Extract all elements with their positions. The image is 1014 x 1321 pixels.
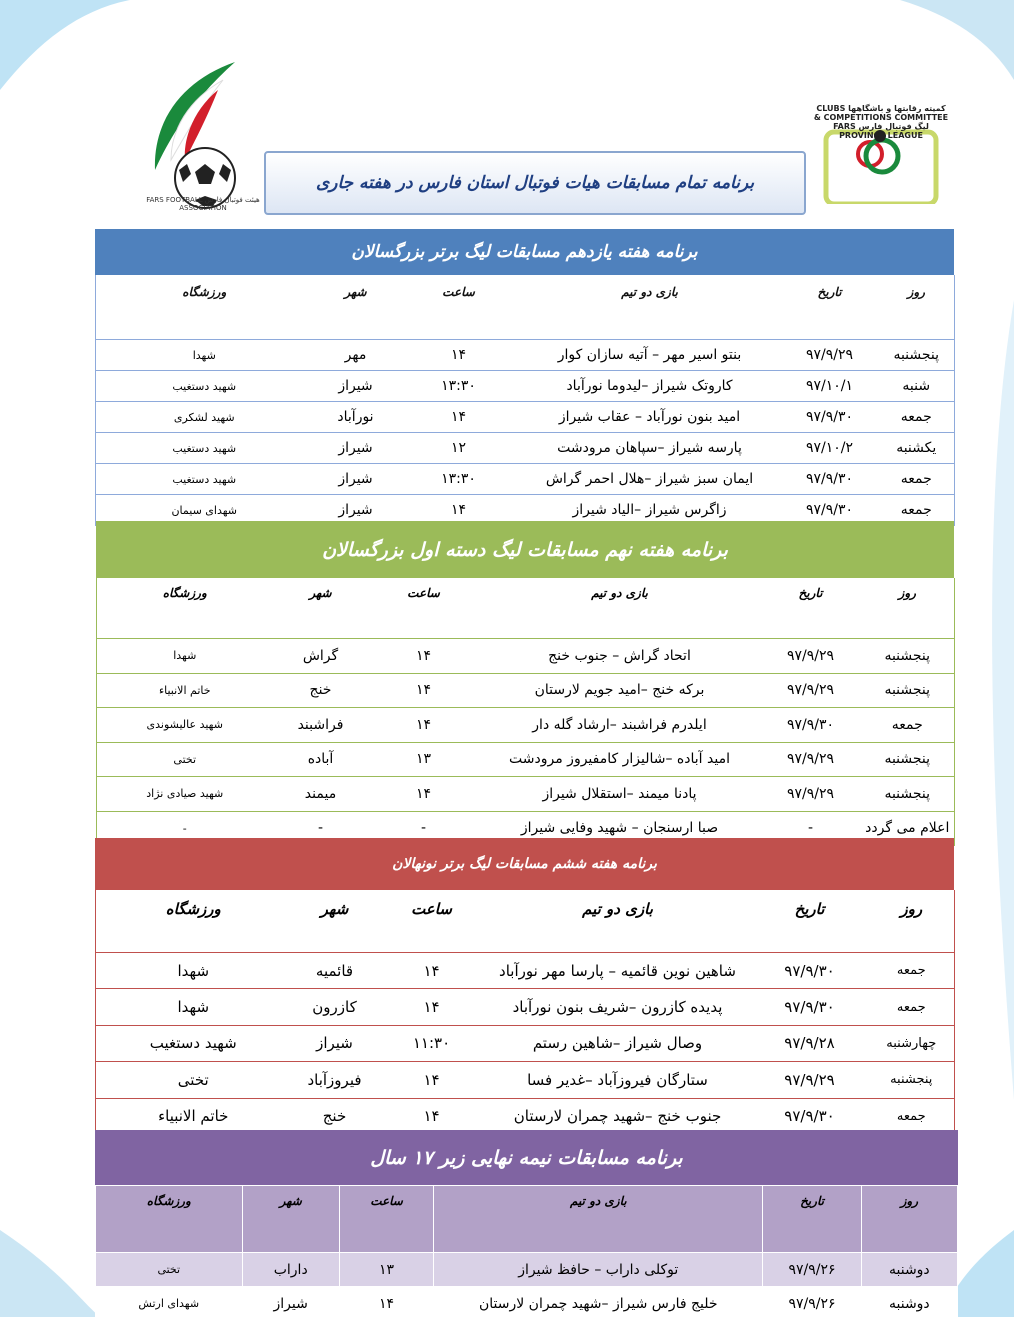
col-city: شهر — [313, 275, 399, 340]
col-date: تاریخ — [781, 275, 879, 340]
cell-city: شیراز — [313, 495, 399, 526]
cell-venue: شهید دستغیب — [96, 464, 313, 495]
cell-date: ۹۷/۹/۲۶ — [763, 1287, 861, 1321]
cell-day: اعلام می گردد — [861, 811, 955, 846]
cell-city: شیراز — [242, 1287, 339, 1321]
cell-day: جمعه — [869, 989, 955, 1025]
cell-venue: - — [97, 811, 273, 846]
table-row — [96, 464, 955, 495]
section-title: برنامه هفته ششم مسابقات لیگ برتر نونهالان — [95, 838, 954, 890]
col-day: روز — [861, 1186, 957, 1253]
col-match: بازی دو تیم — [434, 1186, 763, 1253]
table-row — [96, 1062, 955, 1098]
cell-time: - — [369, 811, 479, 846]
table-header-row — [96, 890, 955, 953]
cell-match: وصال شیراز –شاهین رستم — [485, 1025, 751, 1061]
cell-venue: شهید عالیشوندی — [97, 708, 273, 743]
col-match: بازی دو تیم — [519, 275, 781, 340]
cell-time: ۱۴ — [339, 1287, 433, 1321]
cell-match: ایلدرم فراشبند –ارشاد گله دار — [479, 708, 761, 743]
premier-league-adults-section — [95, 229, 954, 526]
cell-date: ۹۷/۹/۲۹ — [761, 639, 861, 674]
col-date: تاریخ — [763, 1186, 861, 1253]
cell-date: ۹۷/۹/۳۰ — [781, 402, 879, 433]
cell-time: ۱۴ — [399, 495, 519, 526]
cell-date: ۹۷/۹/۲۹ — [761, 742, 861, 777]
cell-match: شاهین نوین قائمیه – پارسا مهر نورآباد — [485, 953, 751, 989]
cell-day: یکشنبه — [879, 433, 955, 464]
section-title: برنامه مسابقات نیمه نهایی زیر ۱۷ سال — [95, 1130, 958, 1185]
cell-match: خلیج فارس شیراز –شهید چمران لارستان — [434, 1287, 763, 1321]
cell-city: شیراز — [313, 464, 399, 495]
col-venue: ورزشگاه — [96, 890, 291, 953]
cell-venue: شهدا — [96, 340, 313, 371]
cell-time: ۱۳:۳۰ — [399, 371, 519, 402]
cell-city: فراشبند — [273, 708, 369, 743]
cell-time: ۱۴ — [379, 953, 485, 989]
cell-day: دوشنبه — [861, 1287, 957, 1321]
cell-match: بنتو اسیر مهر – آتیه سازان کوار — [519, 340, 781, 371]
schedule-table — [96, 578, 955, 846]
cell-match: پارسه شیراز –سپاهان مرودشت — [519, 433, 781, 464]
cell-venue: شهدای سیمان — [96, 495, 313, 526]
page-title: برنامه تمام مسابقات هیات فوتبال استان فارس در هفته جاری — [315, 173, 755, 193]
cell-match: برکه خنج –امید جویم لارستان — [479, 673, 761, 708]
cell-day: جمعه — [879, 495, 955, 526]
cell-match: جنوب خنج –شهید چمران لارستان — [485, 1098, 751, 1134]
cell-city: شیراز — [313, 371, 399, 402]
col-match: بازی دو تیم — [479, 578, 761, 639]
col-time: ساعت — [339, 1186, 433, 1253]
table-row — [97, 639, 955, 674]
table-row — [96, 1098, 955, 1134]
col-day: روز — [861, 578, 955, 639]
table-header-row — [97, 578, 955, 639]
cell-venue: شهید لشکری — [96, 402, 313, 433]
cell-date: ۹۷/۹/۲۹ — [761, 777, 861, 812]
cell-time: ۱۴ — [379, 1062, 485, 1098]
cell-time: ۱۴ — [399, 402, 519, 433]
table-row — [96, 953, 955, 989]
cell-venue: خاتم الانبیاء — [96, 1098, 291, 1134]
cell-city: کازرون — [291, 989, 379, 1025]
section-title: برنامه هفته نهم مسابقات لیگ دسته اول بزرگسالان — [96, 521, 954, 578]
cell-city: مهر — [313, 340, 399, 371]
cell-time: ۱۴ — [379, 989, 485, 1025]
table-header-row — [96, 1186, 958, 1253]
col-date: تاریخ — [761, 578, 861, 639]
cell-date: ۹۷/۹/۳۰ — [751, 989, 869, 1025]
competitions-committee-logo — [812, 104, 950, 222]
cell-date: ۹۷/۹/۳۰ — [751, 1098, 869, 1134]
cell-city: نورآباد — [313, 402, 399, 433]
cell-venue: شهدا — [96, 989, 291, 1025]
cell-city: - — [273, 811, 369, 846]
table-row — [96, 1253, 958, 1287]
cell-match: کاروتک شیراز –لیدوما نورآباد — [519, 371, 781, 402]
cell-date: - — [761, 811, 861, 846]
premier-league-juniors-section — [95, 838, 954, 1135]
cell-venue: شهید صیادی نژاد — [97, 777, 273, 812]
cell-match: زاگرس شیراز –الیاد شیراز — [519, 495, 781, 526]
cell-match: صبا ارسنجان – شهید وفایی شیراز — [479, 811, 761, 846]
cell-date: ۹۷/۹/۳۰ — [781, 495, 879, 526]
cell-city: شیراز — [291, 1025, 379, 1061]
table-row — [96, 340, 955, 371]
col-venue: ورزشگاه — [96, 275, 313, 340]
section-title: برنامه هفته یازدهم مسابقات لیگ برتر بزرگسالان — [95, 229, 954, 275]
cell-date: ۹۷/۹/۲۸ — [751, 1025, 869, 1061]
cell-venue: خاتم الانبیاء — [97, 673, 273, 708]
cell-day: جمعه — [879, 464, 955, 495]
cell-match: ستارگان فیروزآباد –غدیر فسا — [485, 1062, 751, 1098]
cell-city: فیروزآباد — [291, 1062, 379, 1098]
col-match: بازی دو تیم — [485, 890, 751, 953]
cell-date: ۹۷/۹/۳۰ — [781, 464, 879, 495]
cell-match: امید بنون نورآباد – عقاب شیراز — [519, 402, 781, 433]
cell-venue: شهید دستغیب — [96, 1025, 291, 1061]
cell-day: جمعه — [869, 1098, 955, 1134]
cell-day: جمعه — [861, 708, 955, 743]
page-title-banner — [264, 151, 806, 215]
cell-city: گراش — [273, 639, 369, 674]
schedule-table — [95, 275, 955, 526]
col-time: ساعت — [369, 578, 479, 639]
cell-day: پنجشنبه — [861, 639, 955, 674]
col-city: شهر — [273, 578, 369, 639]
cell-city: آباده — [273, 742, 369, 777]
cell-venue: شهدا — [97, 639, 273, 674]
table-row — [96, 402, 955, 433]
cell-time: ۱۳:۳۰ — [399, 464, 519, 495]
cell-time: ۱۴ — [369, 708, 479, 743]
cell-day: پنجشنبه — [861, 742, 955, 777]
cell-match: پادنا میمند –استقلال شیراز — [479, 777, 761, 812]
cell-time: ۱۳ — [369, 742, 479, 777]
cell-day: شنبه — [879, 371, 955, 402]
first-division-adults-section — [96, 521, 954, 846]
cell-time: ۱۴ — [399, 340, 519, 371]
cell-time: ۱۳ — [339, 1253, 433, 1287]
cell-time: ۱۴ — [379, 1098, 485, 1134]
table-row — [96, 989, 955, 1025]
cell-time: ۱۴ — [369, 673, 479, 708]
cell-city: خنج — [291, 1098, 379, 1134]
cell-date: ۹۷/۹/۲۹ — [761, 673, 861, 708]
table-row — [96, 433, 955, 464]
cell-match: پدیده کازرون –شریف بنون نورآباد — [485, 989, 751, 1025]
cell-day: پنجشنبه — [869, 1062, 955, 1098]
table-row — [97, 708, 955, 743]
cell-venue: شهید دستغیب — [96, 433, 313, 464]
schedule-table — [95, 1185, 958, 1321]
table-header-row — [96, 275, 955, 340]
logo-right-caption: کمیته رقابتها و باشگاهها CLUBS & COMPETITIONS COMMITTEE لیگ فوتبال فارس FARS PROVINCE LEAGUE — [813, 104, 949, 140]
col-date: تاریخ — [751, 890, 869, 953]
cell-match: امید آباده –شالیزار کامفیروز مرودشت — [479, 742, 761, 777]
cell-match: اتحاد گراش – جنوب خنج — [479, 639, 761, 674]
cell-city: شیراز — [313, 433, 399, 464]
col-time: ساعت — [399, 275, 519, 340]
cell-time: ۱۴ — [369, 777, 479, 812]
schedule-table — [95, 890, 955, 1135]
cell-venue: شهید دستغیب — [96, 371, 313, 402]
under-17-semifinal-section — [95, 1130, 958, 1321]
logo-left-caption: هیئت فوتبال فارس FARS FOOTBALL ASSOCIATION — [146, 196, 260, 212]
cell-match: توکلی داراب – حافظ شیراز — [434, 1253, 763, 1287]
table-row — [97, 742, 955, 777]
cell-day: دوشنبه — [861, 1253, 957, 1287]
col-venue: ورزشگاه — [97, 578, 273, 639]
cell-date: ۹۷/۹/۳۰ — [761, 708, 861, 743]
col-day: روز — [879, 275, 955, 340]
cell-match: ایمان سبز شیراز –هلال احمر گراش — [519, 464, 781, 495]
cell-city: میمند — [273, 777, 369, 812]
cell-day: جمعه — [879, 402, 955, 433]
cell-venue: تختی — [97, 742, 273, 777]
cell-city: داراب — [242, 1253, 339, 1287]
col-venue: ورزشگاه — [96, 1186, 243, 1253]
table-row — [97, 777, 955, 812]
cell-venue: تختی — [96, 1253, 243, 1287]
cell-day: پنجشنبه — [879, 340, 955, 371]
cell-date: ۹۷/۱۰/۲ — [781, 433, 879, 464]
table-row — [96, 1287, 958, 1321]
cell-venue: شهدا — [96, 953, 291, 989]
cell-time: ۱۱:۳۰ — [379, 1025, 485, 1061]
cell-day: پنجشنبه — [861, 673, 955, 708]
cell-day: چهارشنبه — [869, 1025, 955, 1061]
cell-venue: شهدای ارتش — [96, 1287, 243, 1321]
cell-city: خنج — [273, 673, 369, 708]
col-day: روز — [869, 890, 955, 953]
cell-time: ۱۴ — [369, 639, 479, 674]
cell-date: ۹۷/۹/۲۶ — [763, 1253, 861, 1287]
col-city: شهر — [291, 890, 379, 953]
cell-day: پنجشنبه — [861, 777, 955, 812]
cell-city: قائمیه — [291, 953, 379, 989]
cell-date: ۹۷/۹/۲۹ — [751, 1062, 869, 1098]
col-city: شهر — [242, 1186, 339, 1253]
fars-football-association-logo — [143, 60, 263, 220]
cell-date: ۹۷/۹/۳۰ — [751, 953, 869, 989]
cell-date: ۹۷/۱۰/۱ — [781, 371, 879, 402]
cell-day: جمعه — [869, 953, 955, 989]
cell-time: ۱۲ — [399, 433, 519, 464]
table-row — [96, 371, 955, 402]
table-row — [96, 1025, 955, 1061]
col-time: ساعت — [379, 890, 485, 953]
cell-venue: تختی — [96, 1062, 291, 1098]
cell-date: ۹۷/۹/۲۹ — [781, 340, 879, 371]
table-row — [97, 673, 955, 708]
